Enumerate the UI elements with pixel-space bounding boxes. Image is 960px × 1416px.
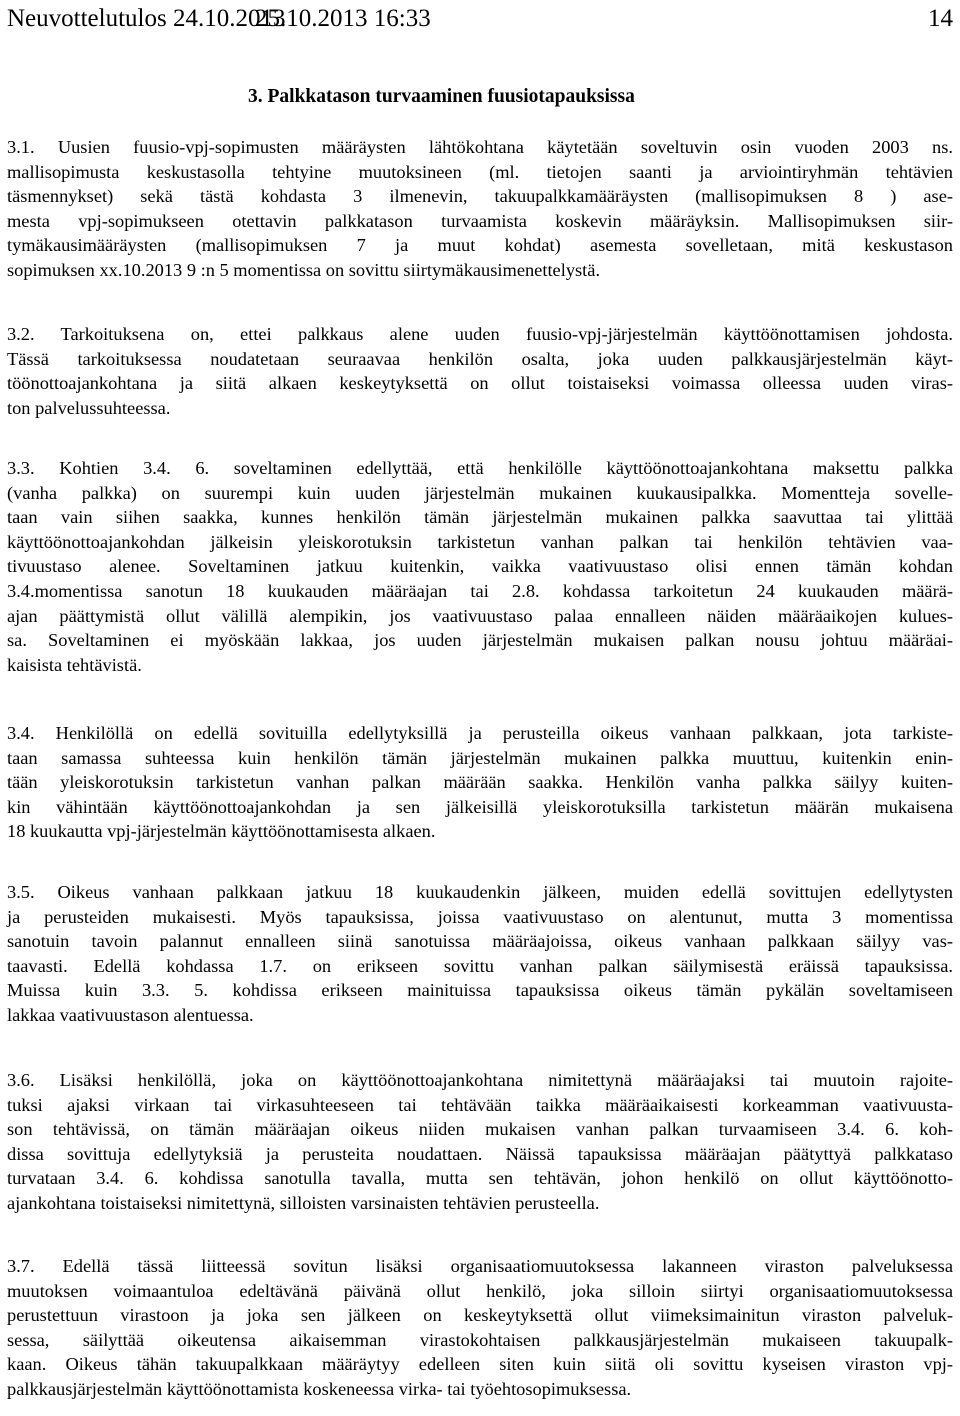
text-line: Muissa kuin 3.3. 5. kohdissa erikseen mainituissa tapauksissa oikeus tämän pykälän soveltamiseen (7, 980, 953, 1001)
text-line: 3.1. Uusien fuusio-vpj-sopimusten määräysten lähtökohtana käytetään soveltuvin osin vuoden 2003 ns. (7, 137, 953, 157)
text-line: ajan päättymistä ollut välillä alempikin, jos vaativuustaso palaa ennalleen näiden määräaikojen kulues- (7, 605, 953, 626)
text-line: taan vain siihen saakka, kunnes henkilön tämän järjestelmän mukainen palkka saavuttaa tai ylittää (7, 507, 953, 528)
text-line: ton palvelussuhteessa. (7, 397, 171, 418)
text-line: sessa, säilyttää oikeutensa aikaisemman virastokohtaisen palkkausjärjestelmän mukaiseen takuupalk- (7, 1329, 953, 1350)
text-line: dissa sovittuja edellytyksiä ja perusteita noudattaen. Näissä tapauksissa määräajan päätyttyä palkkataso (7, 1143, 953, 1164)
text-line: son tehtävissä, on tämän määräajan oikeus niiden mukaisen vanhan palkan turvaamiseen 3.4. 6. koh- (7, 1119, 953, 1140)
text-line: tään yleiskorotuksin tarkistetun vanhan palkan määrään saakka. Henkilön vanha palkka säilyy kuiten- (7, 772, 953, 793)
paragraph-3-6 (7, 1068, 953, 1216)
paragraph-3-2 (7, 322, 953, 420)
section-heading: 3. Palkkatason turvaaminen fuusiotapauksissa (248, 86, 635, 107)
text-line: muutoksen voimaantuloa edeltävänä päivänä ollut henkilö, joka silloin siirtyi organisaatiomuutoksessa (7, 1280, 953, 1301)
text-line: 3.2. Tarkoituksena on, ettei palkkaus alene uuden fuusio-vpj-järjestelmän käyttöönottamisen johdosta. (7, 324, 953, 344)
document-title: Neuvottelutulos 24.10.2013 (7, 5, 286, 32)
paragraph-3-5 (7, 880, 953, 1028)
paragraph-3-1 (7, 135, 953, 283)
text-line: tivuustaso alenee. Soveltaminen jatkuu kuitenkin, vaikka vaativuustaso olisi ennen tämän kohdan (7, 556, 953, 577)
text-line: mallisopimusta keskustasolla tehtyine muutoksineen (ml. tietojen saanti ja arviointiryhmän tehtävien (7, 161, 953, 182)
text-line: 3.4.momentissa sanotun 18 kuukauden määräajan tai 2.8. kohdassa tarkoitetun 24 kuukauden määrä- (7, 580, 953, 601)
text-line: (vanha palkka) on suurempi kuin uuden järjestelmän mukainen kuukausipalkka. Momentteja sovelle- (7, 482, 953, 503)
text-line: 3.4. Henkilöllä on edellä sovituilla edellytyksillä ja perusteilla oikeus vanhaan palkkaan, jota tarkiste- (7, 723, 953, 743)
text-line: 18 kuukautta vpj-järjestelmän käyttöönottamisesta alkaen. (7, 821, 436, 842)
text-line: 3.5. Oikeus vanhaan palkkaan jatkuu 18 kuukaudenkin jälkeen, muiden edellä sovittujen edellytysten (7, 882, 953, 902)
text-line: 3.3. Kohtien 3.4. 6. soveltaminen edellyttää, että henkilölle käyttöönottoajankohtana maksettu palkka (7, 458, 953, 478)
text-line: mesta vpj-sopimukseen otettavin palkkatason turvaamista koskevin määräyksin. Mallisopimuksen siir- (7, 210, 953, 231)
paragraph-3-7 (7, 1254, 953, 1402)
text-line: tymäkausimääräysten (mallisopimuksen 7 ja muut kohdat) asemesta sovelletaan, mitä keskustason (7, 235, 953, 256)
page-number: 14 (928, 5, 953, 32)
print-date: 25.10.2013 16:33 (255, 5, 431, 32)
text-line: kin vähintään käyttöönottoajankohdan ja sen jälkeisillä yleiskorotuksilla tarkistetun määrän mukaisena (7, 796, 953, 817)
text-line: täsmennykset) sekä tästä kohdasta 3 ilmenevin, takuupalkkamääräysten (mallisopimuksen 8 ) ase- (7, 186, 953, 207)
text-line: 3.6. Lisäksi henkilöllä, joka on käyttöönottoajankohtana nimitettynä määräajaksi tai muutoin rajoite- (7, 1070, 953, 1090)
text-line: kaan. Oikeus tähän takuupalkkaan määräytyy edelleen siten kuin siitä oli sovittu kyseisen viraston vpj- (7, 1354, 953, 1375)
text-line: tuksi ajaksi virkaan tai virkasuhteeseen tai tehtävään taikka määräaikaisesti korkeamman vaativuusta- (7, 1094, 953, 1115)
text-line: 3.7. Edellä tässä liitteessä sovitun lisäksi organisaatiomuutoksessa lakanneen viraston palveluksessa (7, 1256, 953, 1276)
text-line: sopimuksen xx.10.2013 9 :n 5 momentissa on sovittu siirtymäkausimenettelystä. (7, 259, 601, 280)
text-line: käyttöönottoajankohdan jälkeisin yleiskorotuksin tarkistetun vanhan palkan tai henkilön tehtävien vaa- (7, 531, 953, 552)
text-line: turvataan 3.4. 6. kohdissa sanotulla tavalla, mutta sen tehtävän, johon henkilö on ollut käyttöönotto- (7, 1168, 953, 1189)
text-line: palkkausjärjestelmän käyttöönottamista koskeneessa virka- tai työehtosopimuksessa. (7, 1378, 632, 1399)
text-line: töönottoajankohtana ja siitä alkaen keskeytyksettä on ollut toistaiseksi voimassa olleessa uuden viras- (7, 373, 953, 394)
page-header (7, 2, 953, 38)
text-line: sanotuin tavoin palannut ennalleen siinä sanotuissa määräajoissa, oikeus vanhaan palkkaan säilyy vas- (7, 931, 953, 952)
paragraph-3-4 (7, 721, 953, 844)
text-line: sa. Soveltaminen ei myöskään lakkaa, jos uuden järjestelmän mukaisen palkan nousu johtuu määräai- (7, 630, 953, 651)
paragraph-3-3 (7, 456, 953, 677)
text-line: Tässä tarkoituksessa noudatetaan seuraavaa henkilön osalta, joka uuden palkkausjärjestelmän käyt- (7, 348, 953, 369)
text-line: taan samassa suhteessa kuin henkilön tämän järjestelmän mukainen palkka muuttuu, kuitenkin enin- (7, 747, 953, 768)
text-line: kaisista tehtävistä. (7, 654, 142, 675)
text-line: ja perusteiden mukaisesti. Myös tapauksissa, joissa vaativuustaso on alentunut, mutta 3 momentissa (7, 906, 953, 927)
text-line: lakkaa vaativuustason alentuessa. (7, 1004, 254, 1025)
text-line: taavasti. Edellä kohdassa 1.7. on erikseen sovittu vanhan palkan säilymisestä eräissä tapauksissa. (7, 955, 953, 976)
text-line: ajankohtana toistaiseksi nimitettynä, silloisten varsinaisten tehtävien perusteella. (7, 1192, 600, 1213)
text-line: perustettuun virastoon ja joka sen jälkeen on keskeytyksettä ollut viimeksimainitun viraston palveluk- (7, 1305, 953, 1326)
